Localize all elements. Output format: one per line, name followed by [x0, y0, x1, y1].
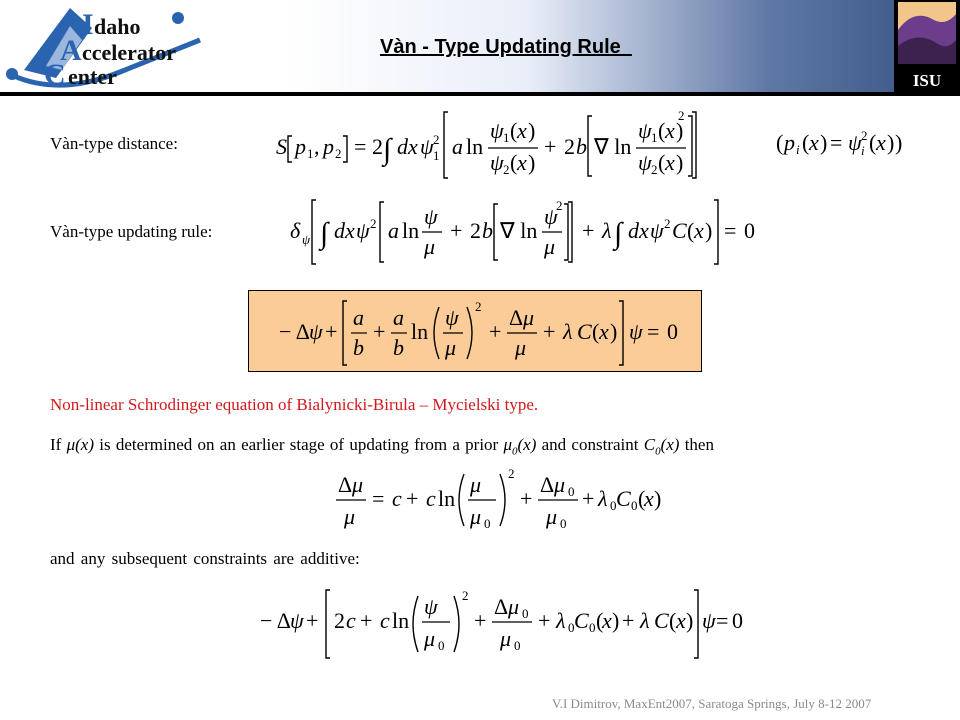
svg-text:0: 0 — [732, 608, 743, 633]
svg-text:=: = — [647, 319, 660, 344]
svg-text:): ) — [895, 130, 903, 155]
svg-text:(: ( — [510, 118, 518, 143]
svg-text:ln: ln — [392, 608, 410, 633]
svg-text:+: + — [406, 486, 419, 511]
svg-text:c: c — [346, 608, 356, 633]
svg-text:): ) — [528, 150, 536, 175]
svg-text:ψ: ψ — [309, 319, 323, 344]
svg-text:λ: λ — [556, 608, 566, 633]
svg-text:+: + — [489, 319, 502, 344]
svg-text:2: 2 — [678, 108, 685, 123]
svg-text:a: a — [452, 134, 463, 159]
prior-mu-x: μ(x) — [66, 435, 94, 454]
svg-text:0: 0 — [631, 498, 638, 513]
svg-text:(: ( — [869, 130, 877, 155]
svg-text:ψ: ψ — [490, 150, 504, 175]
svg-text:2: 2 — [651, 162, 658, 177]
svg-text:ψ: ψ — [702, 608, 716, 633]
prior-text-1: If — [50, 435, 67, 454]
svg-text:ψ: ψ — [650, 218, 664, 243]
svg-text:0: 0 — [744, 218, 755, 243]
prior-c0-sub: 0 — [655, 445, 661, 458]
svg-text:ψ: ψ — [445, 305, 459, 330]
prior-text-3: and constraint — [536, 435, 644, 454]
svg-text:b: b — [482, 218, 493, 243]
svg-text:∫: ∫ — [383, 133, 392, 166]
svg-text:c: c — [380, 608, 390, 633]
distance-equation — [276, 104, 696, 184]
svg-text:Δ: Δ — [509, 305, 524, 330]
footer-citation: V.I Dimitrov, MaxEnt2007, Saratoga Springs, July 8-12 2007 — [552, 696, 872, 711]
svg-text:dx: dx — [628, 218, 649, 243]
svg-text:c: c — [392, 486, 402, 511]
svg-text:μ: μ — [470, 504, 482, 529]
svg-text:a: a — [388, 218, 399, 243]
svg-text:μ: μ — [554, 472, 566, 497]
svg-text:(: ( — [592, 319, 600, 344]
svg-text:μ: μ — [500, 626, 512, 651]
svg-text:x: x — [665, 118, 675, 143]
svg-text:μ: μ — [445, 335, 457, 360]
svg-text:a: a — [353, 305, 364, 330]
svg-text:C: C — [577, 319, 592, 344]
svg-text:): ) — [820, 130, 828, 155]
svg-text:x: x — [876, 130, 886, 155]
svg-text:dx: dx — [397, 134, 418, 159]
prior-text-2: is determined on an earlier stage of updating from a prior — [93, 435, 504, 454]
svg-text:Δ: Δ — [338, 472, 353, 497]
svg-text:a: a — [393, 305, 404, 330]
svg-text:1: 1 — [433, 148, 440, 163]
svg-text:Δ: Δ — [494, 594, 509, 619]
svg-text:x: x — [694, 218, 704, 243]
svg-text:∇ ln: ∇ ln — [594, 134, 632, 159]
svg-text:0: 0 — [667, 319, 678, 344]
svg-text:0: 0 — [514, 638, 521, 653]
svg-text:λ: λ — [598, 486, 608, 511]
svg-text:x: x — [676, 608, 686, 633]
svg-text:1: 1 — [307, 146, 314, 161]
svg-text:2: 2 — [334, 608, 345, 633]
updating-rule-label: Vàn-type updating rule: — [50, 222, 213, 241]
svg-text:μ: μ — [424, 234, 436, 259]
svg-text:ψ: ψ — [848, 130, 862, 155]
svg-text:x: x — [644, 486, 654, 511]
svg-text:p: p — [323, 134, 334, 159]
logo-word-enter: enter — [68, 64, 117, 89]
logo-word-ccelerator: ccelerator — [82, 40, 177, 65]
svg-text:(: ( — [638, 486, 646, 511]
svg-text:+: + — [622, 608, 635, 633]
svg-text:μ: μ — [344, 504, 356, 529]
wavefunction-definition — [776, 124, 906, 160]
svg-text:C: C — [672, 218, 687, 243]
svg-text:− Δ: − Δ — [279, 319, 310, 344]
svg-text:=: = — [724, 218, 737, 243]
svg-text:+: + — [360, 608, 373, 633]
svg-text:ψ: ψ — [544, 204, 558, 229]
svg-text:2: 2 — [433, 132, 440, 147]
svg-text:2: 2 — [475, 299, 482, 314]
svg-text:): ) — [686, 608, 694, 633]
svg-text:(: ( — [596, 608, 604, 633]
svg-text:(: ( — [687, 218, 695, 243]
svg-text:(: ( — [776, 130, 784, 155]
svg-text:ψ: ψ — [302, 232, 311, 247]
svg-text:dx: dx — [334, 218, 355, 243]
logo-initial-a: A — [60, 34, 82, 67]
svg-text:b: b — [353, 335, 364, 360]
svg-text:2: 2 — [503, 162, 510, 177]
svg-text:δ: δ — [290, 218, 301, 243]
svg-text:+: + — [582, 486, 595, 511]
svg-text:S: S — [276, 134, 287, 159]
svg-text:): ) — [705, 218, 713, 243]
svg-text:x: x — [809, 130, 819, 155]
svg-text:2: 2 — [861, 128, 868, 143]
svg-text:=: = — [354, 134, 367, 159]
svg-text:): ) — [676, 150, 684, 175]
svg-text:+: + — [544, 134, 557, 159]
svg-text:(: ( — [802, 130, 810, 155]
svg-text:ψ: ψ — [490, 118, 504, 143]
svg-text:x: x — [599, 319, 609, 344]
svg-text:2: 2 — [370, 216, 377, 231]
slide-title: Vàn - Type Updating Rule_ — [380, 36, 632, 58]
svg-text:∫: ∫ — [320, 217, 329, 250]
isu-logo-text: ISU — [912, 71, 942, 90]
svg-text:): ) — [654, 486, 662, 511]
svg-text:C: C — [654, 608, 669, 633]
header-divider — [0, 92, 960, 96]
svg-text:(: ( — [658, 118, 666, 143]
svg-text:x: x — [665, 150, 675, 175]
svg-text:+: + — [306, 608, 319, 633]
svg-text:+: + — [520, 486, 533, 511]
svg-text:μ: μ — [424, 626, 436, 651]
svg-text:ψ: ψ — [629, 319, 643, 344]
svg-text:b: b — [576, 134, 587, 159]
svg-text:ψ: ψ — [424, 594, 438, 619]
svg-text:− Δ: − Δ — [260, 608, 291, 633]
svg-text:): ) — [676, 118, 684, 143]
svg-text:(: ( — [658, 150, 666, 175]
svg-text:2: 2 — [564, 134, 575, 159]
svg-text:): ) — [528, 118, 536, 143]
nls-equation-box — [248, 290, 702, 372]
svg-text:0: 0 — [568, 620, 575, 635]
additive-equation — [260, 584, 743, 664]
svg-text:ln: ln — [402, 218, 420, 243]
svg-text:2: 2 — [462, 588, 469, 603]
svg-text:+: + — [373, 319, 386, 344]
svg-text:b: b — [393, 335, 404, 360]
svg-text:x: x — [517, 150, 527, 175]
svg-text:+: + — [450, 218, 463, 243]
svg-text:(: ( — [510, 150, 518, 175]
idaho-accelerator-center-logo — [0, 0, 210, 92]
svg-text:2: 2 — [556, 198, 563, 213]
svg-text:=: = — [716, 608, 729, 633]
svg-text:=: = — [830, 130, 843, 155]
updating-rule-equation — [290, 196, 755, 268]
svg-text:0: 0 — [522, 606, 529, 621]
svg-text:0: 0 — [568, 484, 575, 499]
svg-text:+: + — [325, 319, 338, 344]
prior-c0: C — [643, 435, 656, 454]
svg-text:ψ: ψ — [290, 608, 304, 633]
svg-text:,: , — [314, 134, 320, 159]
nls-type-note: Non-linear Schrodinger equation of Bialynicki-Birula – Mycielski type. — [50, 395, 539, 414]
svg-text:λ: λ — [602, 218, 612, 243]
svg-text:2: 2 — [508, 466, 515, 481]
svg-text:i: i — [861, 143, 865, 158]
svg-text:2: 2 — [335, 146, 342, 161]
svg-text:x: x — [602, 608, 612, 633]
logo-initial-c: C — [44, 58, 66, 91]
svg-text:+: + — [543, 319, 556, 344]
svg-text:λ: λ — [640, 608, 650, 633]
prior-text-4: then — [679, 435, 714, 454]
svg-text:C: C — [616, 486, 631, 511]
svg-text:μ: μ — [544, 234, 556, 259]
svg-text:0: 0 — [610, 498, 617, 513]
svg-text:+: + — [538, 608, 551, 633]
prior-mu0-sub: 0 — [512, 445, 518, 458]
prior-mu0: μ — [503, 435, 513, 454]
svg-text:+: + — [474, 608, 487, 633]
svg-text:+: + — [582, 218, 595, 243]
prior-c0-arg: (x) — [660, 435, 680, 454]
svg-text:): ) — [887, 130, 895, 155]
svg-text:∇ ln: ∇ ln — [500, 218, 538, 243]
svg-text:μ: μ — [523, 305, 535, 330]
svg-text:): ) — [610, 319, 618, 344]
prior-equation — [336, 464, 662, 536]
svg-text:p: p — [295, 134, 306, 159]
svg-text:ln: ln — [411, 319, 429, 344]
prior-mu0-arg: (x) — [517, 435, 537, 454]
logo-word-daho: daho — [94, 14, 141, 39]
svg-text:Δ: Δ — [540, 472, 555, 497]
svg-text:ψ: ψ — [356, 218, 370, 243]
additive-label: and any subsequent constraints are additive: — [50, 549, 360, 568]
svg-text:0: 0 — [589, 620, 596, 635]
svg-text:x: x — [517, 118, 527, 143]
svg-text:λ: λ — [563, 319, 573, 344]
isu-logo — [894, 0, 960, 94]
svg-text:ψ: ψ — [638, 150, 652, 175]
svg-text:ln: ln — [438, 486, 456, 511]
svg-text:ψ: ψ — [424, 204, 438, 229]
prior-sentence — [50, 435, 714, 457]
svg-text:0: 0 — [438, 638, 445, 653]
svg-text:c: c — [426, 486, 436, 511]
svg-text:): ) — [612, 608, 620, 633]
svg-text:∫: ∫ — [614, 217, 623, 250]
svg-text:μ: μ — [546, 504, 558, 529]
logo-initial-i: I — [82, 8, 94, 41]
svg-text:i: i — [796, 142, 800, 157]
svg-text:μ: μ — [352, 472, 364, 497]
svg-text:=: = — [372, 486, 385, 511]
svg-text:ln: ln — [466, 134, 484, 159]
svg-text:(: ( — [669, 608, 677, 633]
svg-text:μ: μ — [470, 472, 482, 497]
svg-text:ψ: ψ — [420, 134, 434, 159]
svg-text:ψ: ψ — [638, 118, 652, 143]
svg-text:μ: μ — [515, 335, 527, 360]
svg-text:C: C — [574, 608, 589, 633]
svg-text:p: p — [784, 130, 795, 155]
svg-text:2: 2 — [372, 134, 383, 159]
distance-label: Vàn-type distance: — [50, 134, 178, 153]
svg-text:2: 2 — [470, 218, 481, 243]
svg-text:0: 0 — [560, 516, 567, 531]
svg-text:0: 0 — [484, 516, 491, 531]
svg-text:2: 2 — [664, 216, 671, 231]
svg-text:1: 1 — [651, 130, 658, 145]
svg-text:1: 1 — [503, 130, 510, 145]
svg-text:μ: μ — [508, 594, 520, 619]
